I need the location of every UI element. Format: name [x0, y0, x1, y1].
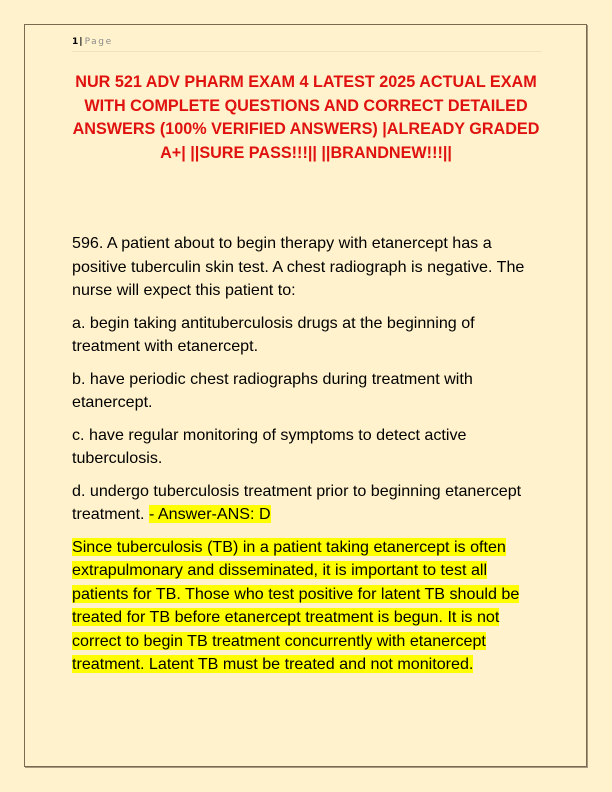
explanation-text: Since tuberculosis (TB) in a patient taking etanercept is often extrapulmonary and disseminated, it is important to test all patients for TB. Those who test positive for latent TB should be treated for TB before etanercept treatment is begun. It is not correct to begin TB treatment concurrently with etanercept treatment. Latent TB must be treated and not monitored.: [72, 537, 520, 673]
answer-explanation: [72, 536, 547, 677]
option-b: b. have periodic chest radiographs during treatment with etanercept.: [72, 369, 473, 411]
document-title: NUR 521 ADV PHARM EXAM 4 LATEST 2025 ACTUAL EXAM WITH COMPLETE QUESTIONS AND CORRECT DETAILED ANSWERS (100% VERIFIED ANSWERS) |ALREADY GRADED A+| ||SURE PASS!!!|| ||BRANDNEW!!!||: [72, 73, 540, 162]
option-a: a. begin taking antituberculosis drugs at the beginning of treatment with etanercept.: [72, 313, 475, 355]
question-block: [72, 232, 547, 686]
option-d: [72, 480, 547, 527]
page-header: [72, 36, 542, 52]
question-stem: 596. A patient about to begin therapy with etanercept has a positive tuberculin skin test. A chest radiograph is negative. The nurse will expect this patient to:: [72, 234, 525, 299]
page-label: Page: [84, 37, 113, 47]
option-d-text: d. undergo tuberculosis treatment prior to beginning etanercept treatment.: [72, 481, 522, 523]
page-separator: |: [79, 37, 83, 47]
answer-label: - Answer-ANS: D: [148, 505, 271, 523]
page-number: 1: [72, 37, 79, 47]
option-c: c. have regular monitoring of symptoms to detect active tuberculosis.: [72, 425, 467, 467]
